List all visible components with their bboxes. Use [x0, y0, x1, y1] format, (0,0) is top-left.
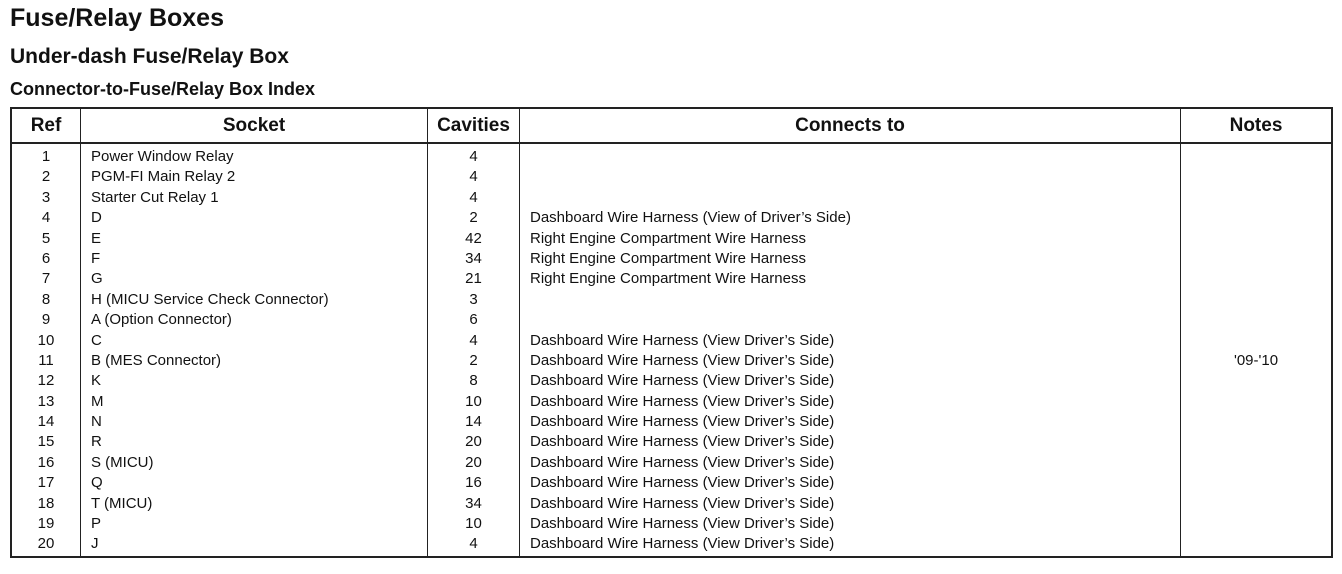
cavities-cell: 20 — [465, 453, 482, 471]
cavities-cell: 42 — [465, 229, 482, 247]
connects-to-cell: Dashboard Wire Harness (View Driver’s Side) — [530, 392, 835, 410]
ref-cell: 19 — [37, 515, 55, 533]
socket-cell: M — [91, 392, 104, 410]
cavities-cell: 2 — [469, 351, 478, 369]
connects-to-cell: Dashboard Wire Harness (View Driver’s Side) — [530, 494, 835, 512]
socket-cell: F — [91, 249, 101, 267]
connector-index-table — [10, 107, 1333, 558]
ref-cell: 1 — [41, 148, 51, 165]
notes-column — [1181, 147, 1331, 557]
cavities-cell: 14 — [465, 413, 482, 431]
cavities-cell: 4 — [469, 535, 478, 553]
section-title: Connector-to-Fuse/Relay Box Index — [10, 79, 316, 99]
cavities-cell: 8 — [469, 372, 478, 390]
ref-cell: 8 — [41, 290, 51, 308]
connects-to-column — [520, 147, 1180, 555]
cavities-cell: 3 — [469, 290, 478, 308]
connects-to-cell: Dashboard Wire Harness (View Driver’s Side) — [530, 331, 835, 349]
ref-cell: 12 — [37, 372, 55, 390]
ref-cell: 15 — [37, 433, 55, 451]
ref-cell: 10 — [37, 331, 55, 349]
ref-cell: 3 — [41, 188, 51, 206]
ref-cell: 13 — [37, 392, 55, 410]
connects-to-cell — [520, 310, 1180, 330]
connects-to-cell: Right Engine Compartment Wire Harness — [530, 229, 806, 247]
socket-cell: P — [91, 515, 102, 533]
cavities-cell: 4 — [469, 168, 478, 186]
header-cavities: Cavities — [437, 115, 510, 136]
ref-column — [12, 147, 80, 555]
note-cell: '09-'10 — [1233, 352, 1279, 369]
page-title: Fuse/Relay Boxes — [10, 4, 224, 32]
socket-cell: A (Option Connector) — [91, 311, 232, 329]
cavities-cell: 34 — [465, 494, 482, 512]
socket-cell: J — [91, 535, 99, 553]
socket-cell: S (MICU) — [91, 453, 154, 471]
cavities-cell: 20 — [465, 433, 482, 451]
ref-cell: 11 — [38, 351, 54, 369]
header-connects-to: Connects to — [795, 115, 905, 136]
connects-to-cell — [520, 290, 1180, 310]
ref-cell: 20 — [37, 535, 55, 553]
ref-cell: 17 — [37, 474, 55, 492]
ref-cell: 18 — [37, 494, 55, 512]
cavities-cell: 10 — [465, 515, 482, 533]
ref-cell: 6 — [41, 249, 51, 267]
socket-cell: R — [91, 433, 102, 451]
connects-to-cell: Dashboard Wire Harness (View Driver’s Side) — [530, 515, 835, 533]
cavities-column — [428, 147, 519, 555]
cavities-cell: 4 — [469, 331, 478, 349]
socket-cell: C — [91, 331, 102, 349]
connects-to-cell: Dashboard Wire Harness (View Driver’s Side) — [530, 351, 835, 369]
socket-cell: G — [91, 270, 103, 288]
ref-cell: 16 — [37, 453, 55, 471]
connects-to-cell: Dashboard Wire Harness (View Driver’s Side) — [530, 372, 835, 390]
connects-to-cell — [520, 188, 1180, 208]
connects-to-cell: Right Engine Compartment Wire Harness — [530, 249, 806, 267]
socket-cell: D — [91, 209, 102, 227]
cavities-cell: 4 — [469, 188, 478, 206]
connects-to-cell — [520, 147, 1180, 167]
connects-to-cell: Dashboard Wire Harness (View Driver’s Side) — [530, 535, 835, 553]
cavities-cell: 6 — [469, 311, 478, 329]
socket-cell: PGM-FI Main Relay 2 — [91, 168, 236, 186]
cavities-cell: 4 — [469, 148, 478, 165]
page-subtitle: Under-dash Fuse/Relay Box — [10, 45, 289, 68]
ref-cell: 2 — [41, 168, 51, 186]
connects-to-cell — [520, 167, 1180, 187]
ref-cell: 14 — [37, 413, 55, 431]
connects-to-cell: Dashboard Wire Harness (View Driver’s Side) — [530, 433, 835, 451]
socket-cell: Starter Cut Relay 1 — [91, 188, 219, 206]
cavities-cell: 2 — [469, 209, 478, 227]
connects-to-cell: Dashboard Wire Harness (View Driver’s Side) — [530, 453, 835, 471]
socket-cell: E — [91, 229, 102, 247]
connects-to-cell: Dashboard Wire Harness (View of Driver’s Side) — [530, 209, 851, 227]
ref-cell: 4 — [41, 209, 51, 227]
socket-cell: Q — [91, 474, 103, 492]
connects-to-cell: Right Engine Compartment Wire Harness — [530, 270, 806, 288]
socket-cell: Power Window Relay — [91, 148, 234, 165]
socket-cell: N — [91, 413, 102, 431]
ref-cell: 5 — [41, 229, 51, 247]
header-divider — [12, 142, 1331, 144]
cavities-cell: 21 — [465, 270, 482, 288]
ref-cell: 7 — [41, 270, 51, 288]
socket-cell: T (MICU) — [91, 494, 153, 512]
socket-cell: B (MES Connector) — [91, 351, 222, 369]
ref-cell: 9 — [41, 311, 51, 329]
connects-to-cell: Dashboard Wire Harness (View Driver’s Side) — [530, 474, 835, 492]
cavities-cell: 10 — [465, 392, 482, 410]
header-notes: Notes — [1229, 115, 1283, 136]
header-socket: Socket — [222, 115, 286, 136]
socket-cell: H (MICU Service Check Connector) — [91, 290, 329, 308]
connects-to-cell: Dashboard Wire Harness (View Driver’s Side) — [530, 413, 835, 431]
socket-cell: K — [91, 372, 102, 390]
header-ref: Ref — [30, 115, 62, 136]
cavities-cell: 16 — [465, 474, 482, 492]
cavities-cell: 34 — [465, 249, 482, 267]
socket-column — [81, 147, 427, 555]
